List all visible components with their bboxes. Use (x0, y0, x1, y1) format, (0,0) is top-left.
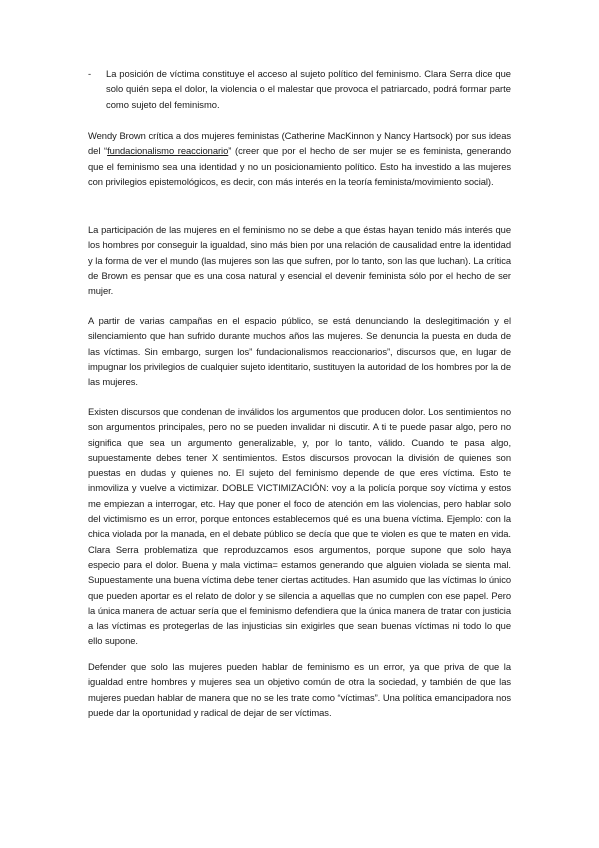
paragraph-discourses: Existen discursos que condenan de inválidos los argumentos que producen dolor. Los sentimientos no son argumentos principales, pero no se pueden invalidar ni discutir. A ti te puede pasar algo, pero no significa que sea un argumento generalizable, y, por lo tanto, válido. Cuando te pasa algo, supuestamente debes tener X sentimientos. Estos discursos provocan la división de quienes son puestas en dudas y quienes no. El sujeto del feminismo depende de que eres víctima. Esto te inmoviliza y vuelve a victimizar. DOBLE VICTIMIZACIÓN: voy a la policía porque soy víctima y estos me empiezan a interrogar, etc. Hay que poner el foco de atención em las violencias, pero hablar solo del victimismo es un error, porque entonces establecemos qué es una buena víctima. Ejemplo: con la chica violada por la manada, en el debate público se decía que que te violen es que te maten en vida. Clara Serra problematiza que reproduzcamos esos argumentos, porque supone que solo haya especio para el dolor. Buena y mala victima= estamos generando que alguien violada se sienta mal. Supuestamente una buena víctima debe tener ciertas actitudes. Han asumido que las víctimas lo único que pueden aportar es el relato de dolor y se silencia a aquellas que no cumplen con ese papel. Pero la única manera de actuar sería que el feminismo defendiera que la única manera de tratar con justicia a las víctimas es protegerlas de las injusticias sin exigirles que sean buenas víctimas ni todo lo que ello supone. (88, 406, 511, 647)
paragraph-text: Wendy Brown crítica a dos mujeres feministas (Catherine MacKinnon y Nancy Hartsock) por sus ideas del “ (88, 130, 511, 157)
paragraph-conclusion: Defender que solo las mujeres pueden hablar de feminismo es un error, ya que priva de que la igualdad entre hombres y mujeres sea un objetivo común de otra la sociedad, y también de que las mujeres puedan hablar de manera que no se les trate como “víctimas”. Una política emancipadora nos puede dar la oportunidad y radical de dejar de ser víctimas. (88, 661, 511, 718)
paragraph-text: ” (creer que por el hecho de ser mujer se es feminista, generando que el feminismo sea una identidad y no un posicionamiento político. Esto ha investido a las mujeres con privilegios epistemológicos, es decir, con más interés en la teoría feminista/movimiento social). (88, 145, 511, 187)
paragraph-brown-critique (88, 128, 511, 189)
underlined-term: fundacionalismo reaccionario (107, 145, 229, 157)
bullet-dash: - (88, 68, 92, 79)
paragraph-campaigns: A partir de varias campañas en el espacio público, se está denunciando la deslegitimación y el silenciamiento que han sufrido durante muchos años las mujeres. Se denuncia la puesta en duda de las víctimas. Sin embargo, surgen los” fundacionalismos reaccionarios”, discursos que, en lugar de impugnar los privilegios de cualquier sujeto identitario, sustituyen la autoridad de los hombres por la de las mujeres. (88, 315, 511, 388)
bullet-text: La posición de víctima constituye el acceso al sujeto político del feminismo. Clara Serra dice que solo quién sepa el dolor, la violencia o el malestar que provoca el patriarcado, podrá formar parte como sujeto del feminismo. (106, 68, 511, 110)
paragraph-participation: La participación de las mujeres en el feminismo no se debe a que éstas hayan tenido más interés que los hombres por conseguir la igualdad, sino más bien por una relación de causalidad entre la identidad y la forma de ver el mundo (las mujeres son las que sufren, por lo tanto, son las que luchan). La crítica de Brown es pensar que es una cosa natural y esencial el devenir feminista sólo por el hecho de ser mujer. (88, 224, 511, 297)
